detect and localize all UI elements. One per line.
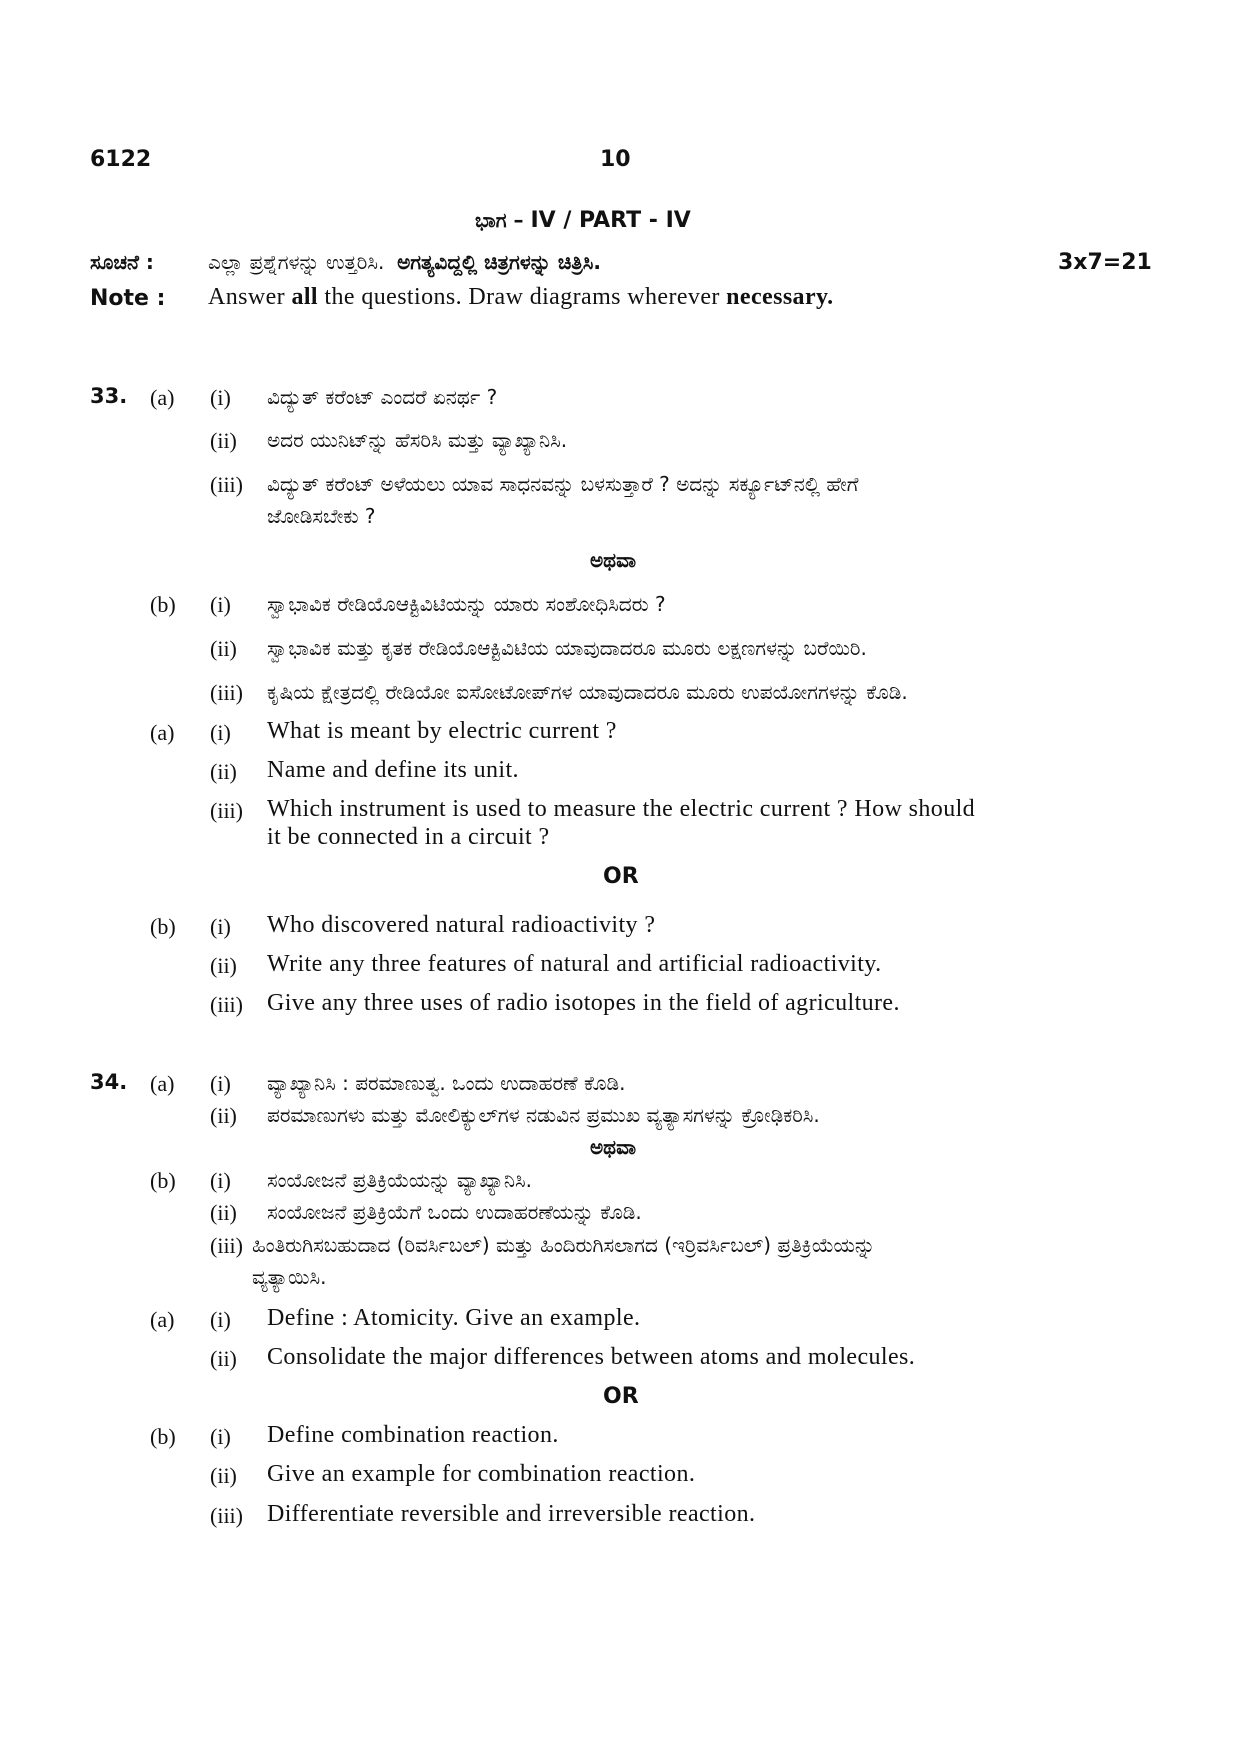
note-t1: Answer [208, 284, 286, 310]
q33-kn-a-i-text: ವಿದ್ಯುತ್ ಕರೆಂಟ್ ಎಂದರೆ ಏನರ್ಥ ? [267, 385, 498, 409]
q33-en-a-i-text: What is meant by electric current ? [267, 718, 617, 744]
marks-scheme: 3x7=21 [1058, 250, 1152, 275]
q33-en-a-iii-label: (iii) [210, 798, 243, 823]
q33-en-b-iii-text: Give any three uses of radio isotopes in the field of agriculture. [267, 990, 900, 1016]
q34-kn-b-label: (b) [150, 1168, 176, 1193]
q33-en-a-ii-text: Name and define its unit. [267, 757, 519, 783]
q33-kn-b-iii-label: (iii) [210, 680, 243, 705]
q34-en-b-iii-text: Differentiate reversible and irreversible reaction. [267, 1501, 756, 1527]
q33-kn-a-i-label: (i) [210, 385, 231, 410]
q33-kn-b-i-text: ಸ್ವಾಭಾವಿಕ ರೇಡಿಯೊಆಕ್ಟಿವಿಟಿಯನ್ನು ಯಾರು ಸಂಶೋಧಿಸಿದರು ? [267, 592, 666, 616]
q34-kn-a-ii-text: ಪರಮಾಣುಗಳು ಮತ್ತು ಮೋಲಿಕ್ಯುಲ್‌ಗಳ ನಡುವಿನ ಪ್ರಮುಖ ವ್ಯತ್ಯಾಸಗಳನ್ನು ಕ್ರೋಢಿಕರಿಸಿ. [267, 1103, 820, 1127]
q34-kn-b-iii-text-2: ವ್ಯತ್ಯಾಯಿಸಿ. [252, 1265, 327, 1289]
q34-kn-b-i-text: ಸಂಯೋಜನೆ ಪ್ರತಿಕ್ರಿಯೆಯನ್ನು ವ್ಯಾಖ್ಯಾನಿಸಿ. [267, 1168, 532, 1192]
q33-kn-b-ii-text: ಸ್ವಾಭಾವಿಕ ಮತ್ತು ಕೃತಕ ರೇಡಿಯೊಆಕ್ಟಿವಿಟಿಯ ಯಾವುದಾದರೂ ಮೂರು ಲಕ್ಷಣಗಳನ್ನು ಬರೆಯಿರಿ. [267, 636, 867, 660]
q34-en-a-ii-text: Consolidate the major differences between atoms and molecules. [267, 1344, 916, 1370]
part-title-en: IV / PART - IV [530, 208, 691, 233]
q34-or-en: OR [603, 1384, 639, 1409]
note-text [208, 284, 833, 311]
q34-en-a-i-text: Define : Atomicity. Give an example. [267, 1305, 641, 1331]
instruction-kn-text [208, 250, 601, 274]
q33-en-a-iii-text-2: it be connected in a circuit ? [267, 824, 550, 850]
q34-kn-b-ii-label: (ii) [210, 1200, 237, 1225]
q33-kn-b-i-label: (i) [210, 592, 231, 617]
q33-kn-b-label: (b) [150, 592, 176, 617]
q34-en-a-label: (a) [150, 1307, 175, 1332]
q33-or-kn: ಅಥವಾ [590, 548, 636, 572]
note-t3: the questions. Draw diagrams wherever [324, 284, 720, 310]
q33-en-b-i-text: Who discovered natural radioactivity ? [267, 912, 656, 938]
q34-en-b-i-label: (i) [210, 1424, 231, 1449]
paper-code: 6122 [90, 147, 152, 172]
q33-en-a-i-label: (i) [210, 720, 231, 745]
q33-kn-a-iii-text-1: ವಿದ್ಯುತ್ ಕರೆಂಟ್ ಅಳೆಯಲು ಯಾವ ಸಾಧನವನ್ನು ಬಳಸುತ್ತಾರೆ ? ಅದನ್ನು ಸರ್ಕ್ಯೂಟ್‌ನಲ್ಲಿ ಹೇಗೆ [267, 472, 859, 496]
q33-kn-a-ii-text: ಅದರ ಯುನಿಟ್‌ನ್ನು ಹೆಸರಿಸಿ ಮತ್ತು ವ್ಯಾಖ್ಯಾನಿಸಿ. [267, 428, 568, 452]
note-label: Note : [90, 286, 166, 311]
q34-kn-a-i-text: ವ್ಯಾಖ್ಯಾನಿಸಿ : ಪರಮಾಣುತ್ವ. ಒಂದು ಉದಾಹರಣೆ ಕೊಡಿ. [267, 1071, 626, 1095]
q33-en-a-iii-text-1: Which instrument is used to measure the electric current ? How should [267, 796, 976, 822]
q33-or-en: OR [603, 864, 639, 889]
q34-kn-a-ii-label: (ii) [210, 1103, 237, 1128]
q34-kn-b-iii-label: (iii) [210, 1233, 243, 1258]
q34-kn-b-i-label: (i) [210, 1168, 231, 1193]
q34-en-b-iii-label: (iii) [210, 1503, 243, 1528]
q34-en-b-ii-label: (ii) [210, 1463, 237, 1488]
part-title-kn: ಭಾಗ – [475, 208, 531, 232]
q34-kn-b-ii-text: ಸಂಯೋಜನೆ ಪ್ರತಿಕ್ರಿಯೆಗೆ ಒಂದು ಉದಾಹರಣೆಯನ್ನು ಕೊಡಿ. [267, 1200, 642, 1224]
q33-en-b-ii-label: (ii) [210, 953, 237, 978]
page-number: 10 [600, 147, 631, 172]
q33-kn-a-iii-text-2: ಜೋಡಿಸಬೇಕು ? [267, 504, 376, 528]
instruction-kn-text2: ಅಗತ್ಯವಿದ್ದಲ್ಲಿ ಚಿತ್ರಗಳನ್ನು ಚಿತ್ರಿಸಿ. [397, 250, 601, 274]
q34-or-kn: ಅಥವಾ [590, 1135, 636, 1159]
q33-kn-a-iii-label: (iii) [210, 472, 243, 497]
q33-kn-b-iii-text: ಕೃಷಿಯ ಕ್ಷೇತ್ರದಲ್ಲಿ ರೇಡಿಯೋ ಐಸೋಟೋಪ್‌ಗಳ ಯಾವುದಾದರೂ ಮೂರು ಉಪಯೋಗಗಳನ್ನು ಕೊಡಿ. [267, 680, 908, 704]
q34-kn-a-label: (a) [150, 1071, 175, 1096]
q34-kn-a-i-label: (i) [210, 1071, 231, 1096]
instruction-kn-text1: ಎಲ್ಲಾ ಪ್ರಶ್ನೆಗಳನ್ನು ಉತ್ತರಿಸಿ. [208, 250, 385, 274]
question-number-34: 34. [90, 1070, 128, 1094]
q34-en-a-ii-label: (ii) [210, 1346, 237, 1371]
q33-en-a-label: (a) [150, 720, 175, 745]
note-t4: necessary. [726, 284, 834, 310]
q33-en-a-ii-label: (ii) [210, 759, 237, 784]
note-t2: all [291, 284, 319, 310]
q34-en-b-i-text: Define combination reaction. [267, 1422, 559, 1448]
instruction-kn-label: ಸೂಚನೆ : [90, 250, 154, 274]
q33-kn-b-ii-label: (ii) [210, 636, 237, 661]
q33-en-b-i-label: (i) [210, 914, 231, 939]
q33-en-b-ii-text: Write any three features of natural and artificial radioactivity. [267, 951, 882, 977]
q34-en-b-ii-text: Give an example for combination reaction. [267, 1461, 696, 1487]
q33-en-b-label: (b) [150, 914, 176, 939]
q33-kn-a-ii-label: (ii) [210, 428, 237, 453]
q34-kn-b-iii-text-1: ಹಿಂತಿರುಗಿಸಬಹುದಾದ (ರಿವರ್ಸಿಬಲ್) ಮತ್ತು ಹಿಂದಿರುಗಿಸಲಾಗದ (ಇರ್ರಿವರ್ಸಿಬಲ್) ಪ್ರತಿಕ್ರಿಯೆಯನ್ನು [252, 1233, 876, 1257]
q34-en-a-i-label: (i) [210, 1307, 231, 1332]
q33-en-b-iii-label: (iii) [210, 992, 243, 1017]
q33-kn-a-label: (a) [150, 385, 175, 410]
question-number-33: 33. [90, 384, 128, 408]
part-title [475, 208, 691, 233]
q34-en-b-label: (b) [150, 1424, 176, 1449]
